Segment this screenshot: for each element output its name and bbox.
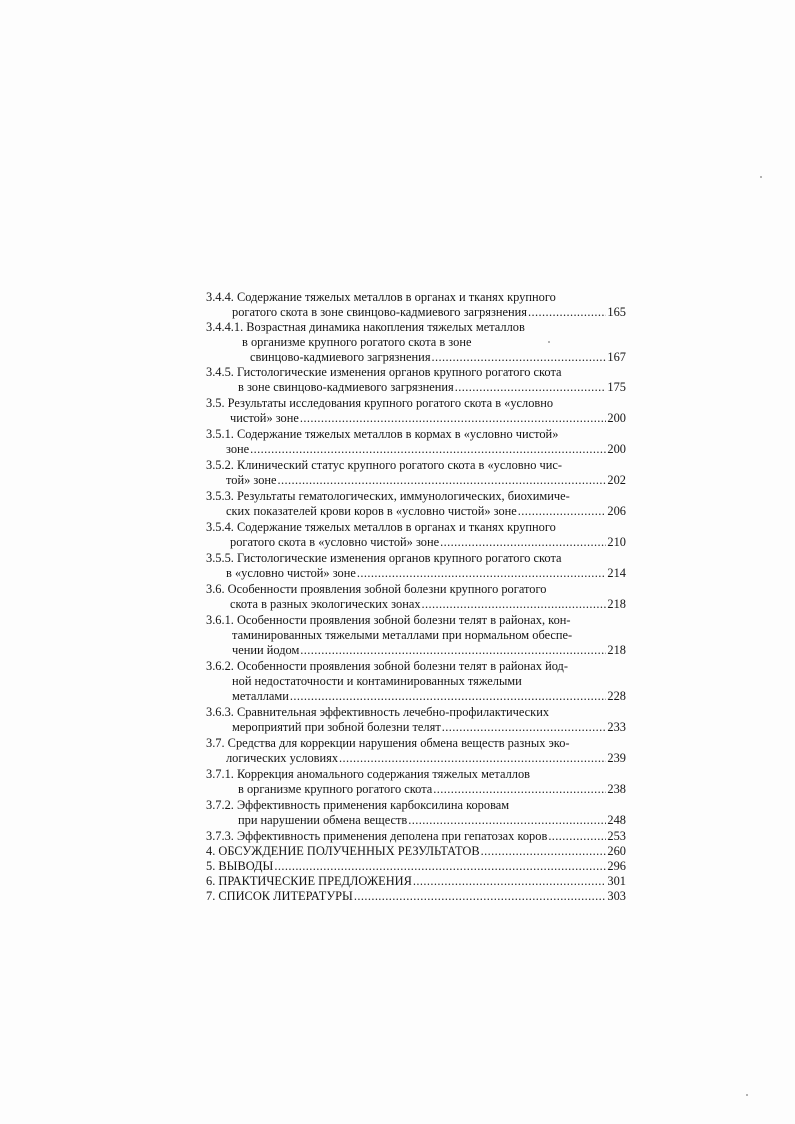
- toc-entry-last-line: [206, 473, 626, 488]
- toc-entry-text: в организме крупного рогатого скота в зоне: [242, 335, 472, 349]
- dot-leader: [300, 411, 607, 426]
- dot-leader: [300, 643, 606, 658]
- toc-entry-text: 3.5.1. Содержание тяжелых металлов в кормах в «условно чистой»: [206, 427, 559, 441]
- toc-page-number: 202: [607, 473, 626, 487]
- toc-entry-text: 3.7.3. Эффективность применения деполена при гепатозах коров: [206, 829, 548, 843]
- toc-entry-text: металлами: [232, 689, 289, 703]
- toc-entry-text: 3.5.4. Содержание тяжелых металлов в органах и тканях крупного: [206, 520, 556, 534]
- toc-page-number: 218: [607, 597, 626, 611]
- toc-entry-text: 5. ВЫВОДЫ: [206, 859, 274, 873]
- dot-leader: [422, 597, 607, 612]
- dot-leader: [528, 305, 606, 320]
- toc-entry-3-6-3: [206, 705, 626, 735]
- dot-leader: [290, 689, 607, 704]
- toc-entry-7: [206, 889, 626, 904]
- toc-page-number: 206: [607, 504, 626, 518]
- toc-page-number: 238: [607, 782, 626, 796]
- dot-leader: [413, 874, 607, 889]
- toc-entry-text: таминированных тяжелыми металлами при нормальном обеспе-: [232, 628, 573, 642]
- toc-entry-text: 4. ОБСУЖДЕНИЕ ПОЛУЧЕННЫХ РЕЗУЛЬТАТОВ: [206, 844, 480, 858]
- toc-entry-last-line: [206, 411, 626, 426]
- toc-entry-last-line: [206, 829, 626, 844]
- toc-entry-last-line: [206, 889, 626, 904]
- toc-page-number: 233: [607, 720, 626, 734]
- scan-speck: [760, 176, 762, 178]
- toc-entry-3-5-3: [206, 489, 626, 519]
- toc-entry-text: 7. СПИСОК ЛИТЕРАТУРЫ: [206, 889, 353, 903]
- table-of-contents: [206, 290, 626, 904]
- toc-page-number: 228: [607, 689, 626, 703]
- toc-entry-text: в «условно чистой» зоне: [226, 566, 356, 580]
- toc-page-number: 200: [607, 442, 626, 456]
- toc-entry-text: ских показателей крови коров в «условно чистой» зоне: [226, 504, 517, 518]
- toc-entry-text: 3.5.3. Результаты гематологических, иммунологических, биохимиче-: [206, 489, 570, 503]
- toc-entry-text: 3.7.1. Коррекция аномального содержания тяжелых металлов: [206, 767, 531, 781]
- toc-entry-last-line: [206, 504, 626, 519]
- toc-entry-4: [206, 844, 626, 859]
- toc-entry-3-6-2: [206, 659, 626, 704]
- dot-leader: [357, 566, 607, 581]
- toc-entry-last-line: [206, 844, 626, 859]
- toc-entry-last-line: [206, 597, 626, 612]
- toc-entry-3-7-3: [206, 829, 626, 844]
- toc-entry-5: [206, 859, 626, 874]
- dot-leader: [339, 751, 606, 766]
- toc-entry-text: 3.4.4. Содержание тяжелых металлов в органах и тканях крупного: [206, 290, 556, 304]
- toc-entry-3-7: [206, 736, 626, 766]
- dot-leader: [440, 535, 606, 550]
- toc-entry-text: 3.5. Результаты исследования крупного рогатого скота в «условно: [206, 396, 554, 410]
- toc-entry-3-6: [206, 582, 626, 612]
- toc-entry-text: при нарушении обмена веществ: [238, 813, 408, 827]
- dot-leader: [408, 813, 606, 828]
- toc-entry-text: логических условиях: [226, 751, 339, 765]
- toc-entry-last-line: [206, 751, 626, 766]
- toc-entry-text: мероприятий при зобной болезни телят: [232, 720, 441, 734]
- toc-entry-last-line: [206, 643, 626, 658]
- dot-leader: [274, 859, 606, 874]
- toc-entry-last-line: [206, 720, 626, 735]
- toc-entry-3-5-1: [206, 427, 626, 457]
- dot-leader: [455, 380, 607, 395]
- toc-entry-3-5-4: [206, 520, 626, 550]
- toc-page-number: 253: [607, 829, 626, 843]
- toc-entry-last-line: [206, 350, 626, 365]
- toc-page-number: 167: [607, 350, 626, 364]
- toc-entry-text: 3.7. Средства для коррекции нарушения обмена веществ разных эко-: [206, 736, 570, 750]
- toc-entry-3-5: [206, 396, 626, 426]
- toc-entry-6: [206, 874, 626, 889]
- toc-page-number: 248: [607, 813, 626, 827]
- toc-entry-3-4-4-1: [206, 320, 626, 365]
- toc-entry-last-line: [206, 305, 626, 320]
- toc-entry-text: чении йодом: [232, 643, 300, 657]
- toc-entry-text: в организме крупного рогатого скота: [238, 782, 433, 796]
- toc-entry-text: рогатого скота в зоне свинцово-кадмиевого загрязнения: [232, 305, 527, 319]
- toc-entry-last-line: [206, 813, 626, 828]
- toc-entry-text: 3.4.5. Гистологические изменения органов крупного рогатого скота: [206, 365, 562, 379]
- toc-page-number: 210: [607, 535, 626, 549]
- scan-speck: [746, 1094, 748, 1096]
- dot-leader: [354, 889, 607, 904]
- dot-leader: [250, 442, 606, 457]
- toc-entry-text: 3.6. Особенности проявления зобной болезни крупного рогатого: [206, 582, 547, 596]
- toc-entry-text: рогатого скота в «условно чистой» зоне: [230, 535, 440, 549]
- toc-entry-text: свинцово-кадмиевого загрязнения: [250, 350, 431, 364]
- toc-entry-last-line: [206, 442, 626, 457]
- dot-leader: [481, 844, 607, 859]
- toc-entry-last-line: [206, 566, 626, 581]
- toc-page-number: 303: [607, 889, 626, 903]
- toc-entry-text: 3.5.5. Гистологические изменения органов крупного рогатого скота: [206, 551, 562, 565]
- toc-entry-last-line: [206, 380, 626, 395]
- toc-entry-text: 3.7.2. Эффективность применения карбоксилина коровам: [206, 798, 510, 812]
- dot-leader: [278, 473, 607, 488]
- toc-entry-3-6-1: [206, 613, 626, 658]
- toc-entry-text: 3.6.3. Сравнительная эффективность лечебно-профилактических: [206, 705, 550, 719]
- toc-page-number: 175: [607, 380, 626, 394]
- toc-entry-text: в зоне свинцово-кадмиевого загрязнения: [238, 380, 454, 394]
- toc-entry-text: чистой» зоне: [230, 411, 299, 425]
- toc-page-number: 214: [607, 566, 626, 580]
- dot-leader: [442, 720, 607, 735]
- toc-entry-text: ной недостаточности и контаминированных тяжелыми: [232, 674, 522, 688]
- toc-entry-last-line: [206, 782, 626, 797]
- toc-entry-text: той» зоне: [226, 473, 277, 487]
- toc-entry-text: 3.6.1. Особенности проявления зобной болезни телят в районах, кон-: [206, 613, 571, 627]
- toc-entry-3-4-5: [206, 365, 626, 395]
- toc-entry-3-5-5: [206, 551, 626, 581]
- toc-page-number: 200: [607, 411, 626, 425]
- toc-entry-3-7-1: [206, 767, 626, 797]
- toc-entry-last-line: [206, 689, 626, 704]
- toc-entry-text: 3.5.2. Клинический статус крупного рогатого скота в «условно чис-: [206, 458, 563, 472]
- toc-page-number: 239: [607, 751, 626, 765]
- toc-page-number: 296: [607, 859, 626, 873]
- toc-page-number: 218: [607, 643, 626, 657]
- toc-entry-3-4-4: [206, 290, 626, 320]
- toc-entry-text: 6. ПРАКТИЧЕСКИЕ ПРЕДЛОЖЕНИЯ: [206, 874, 412, 888]
- toc-entry-text: зоне: [226, 442, 250, 456]
- toc-entry-text: 3.6.2. Особенности проявления зобной болезни телят в районах йод-: [206, 659, 568, 673]
- dot-leader: [518, 504, 607, 519]
- toc-entry-text: 3.4.4.1. Возрастная динамика накопления тяжелых металлов: [206, 320, 525, 334]
- dot-leader: [433, 782, 606, 797]
- toc-entry-3-5-2: [206, 458, 626, 488]
- toc-page-number: 301: [607, 874, 626, 888]
- toc-entry-last-line: [206, 859, 626, 874]
- toc-entry-text: скота в разных экологических зонах: [230, 597, 421, 611]
- toc-page-number: 260: [607, 844, 626, 858]
- toc-entry-last-line: [206, 535, 626, 550]
- dot-leader: [548, 829, 606, 844]
- toc-entry-last-line: [206, 874, 626, 889]
- toc-entry-3-7-2: [206, 798, 626, 828]
- dot-leader: [432, 350, 607, 365]
- toc-page-number: 165: [607, 305, 626, 319]
- scan-speck: [548, 341, 550, 343]
